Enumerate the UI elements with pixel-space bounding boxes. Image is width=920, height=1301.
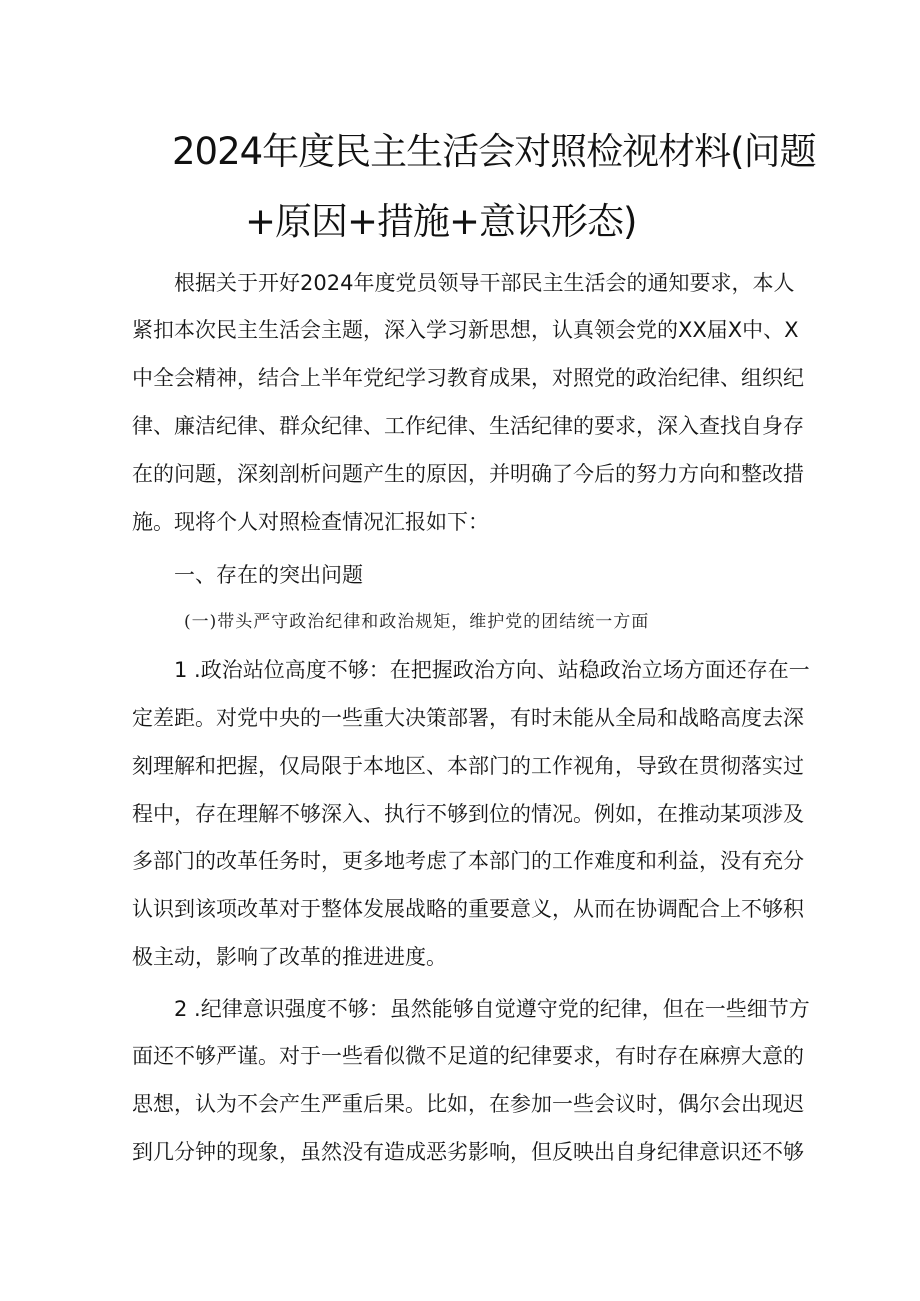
item-2-line: 面还不够严谨。对于一些看似微不足道的纪律要求，有时存在麻痹大意的	[132, 1044, 804, 1068]
item-1-line: 定差距。对党中央的一些重大决策部署，有时未能从全局和战略高度去深	[132, 706, 804, 730]
intro-line: 律、廉洁纪律、群众纪律、工作纪律、生活纪律的要求，深入查找自身存	[132, 414, 804, 438]
item-1-line: 刻理解和把握，仅局限于本地区、本部门的工作视角，导致在贯彻落实过	[132, 754, 804, 778]
item-2-line: 思想，认为不会产生严重后果。比如，在参加一些会议时，偶尔会出现迟	[132, 1092, 804, 1116]
intro-line: 中全会精神，结合上半年党纪学习教育成果，对照党的政治纪律、组织纪	[132, 366, 804, 390]
intro-line: 紧扣本次民主生活会主题，深入学习新思想，认真领会党的XX届X中、X	[132, 318, 799, 342]
item-1-line: 1 .政治站位高度不够：在把握政治方向、站稳政治立场方面还存在一	[174, 658, 810, 682]
item-2-line: 到几分钟的现象，虽然没有造成恶劣影响，但反映出自身纪律意识还不够	[132, 1140, 804, 1164]
item-1-line: 认识到该项改革对于整体发展战略的重要意义，从而在协调配合上不够积	[132, 897, 804, 921]
item-1-line: 多部门的改革任务时，更多地考虑了本部门的工作难度和利益，没有充分	[132, 849, 804, 873]
intro-line: 施。现将个人对照检查情况汇报如下：	[132, 510, 489, 534]
item-2-line: 2 .纪律意识强度不够：虽然能够自觉遵守党的纪律，但在一些细节方	[174, 997, 810, 1021]
section-heading: 一、存在的突出问题	[174, 563, 363, 587]
document-title-line-1: 2024年度民主生活会对照检视材料(问题	[172, 130, 816, 173]
subsection-heading: (一)带头严守政治纪律和政治规矩，维护党的团结统一方面	[184, 612, 650, 632]
intro-line: 根据关于开好2024年度党员领导干部民主生活会的通知要求，本人	[174, 271, 795, 295]
intro-line: 在的问题，深刻剖析问题产生的原因，并明确了今后的努力方向和整改措	[132, 462, 804, 486]
item-1-line: 极主动，影响了改革的推进进度。	[132, 945, 447, 969]
document-title-line-2: +原因+措施+意识形态)	[245, 200, 637, 243]
item-1-line: 程中，存在理解不够深入、执行不够到位的情况。例如，在推动某项涉及	[132, 802, 804, 826]
